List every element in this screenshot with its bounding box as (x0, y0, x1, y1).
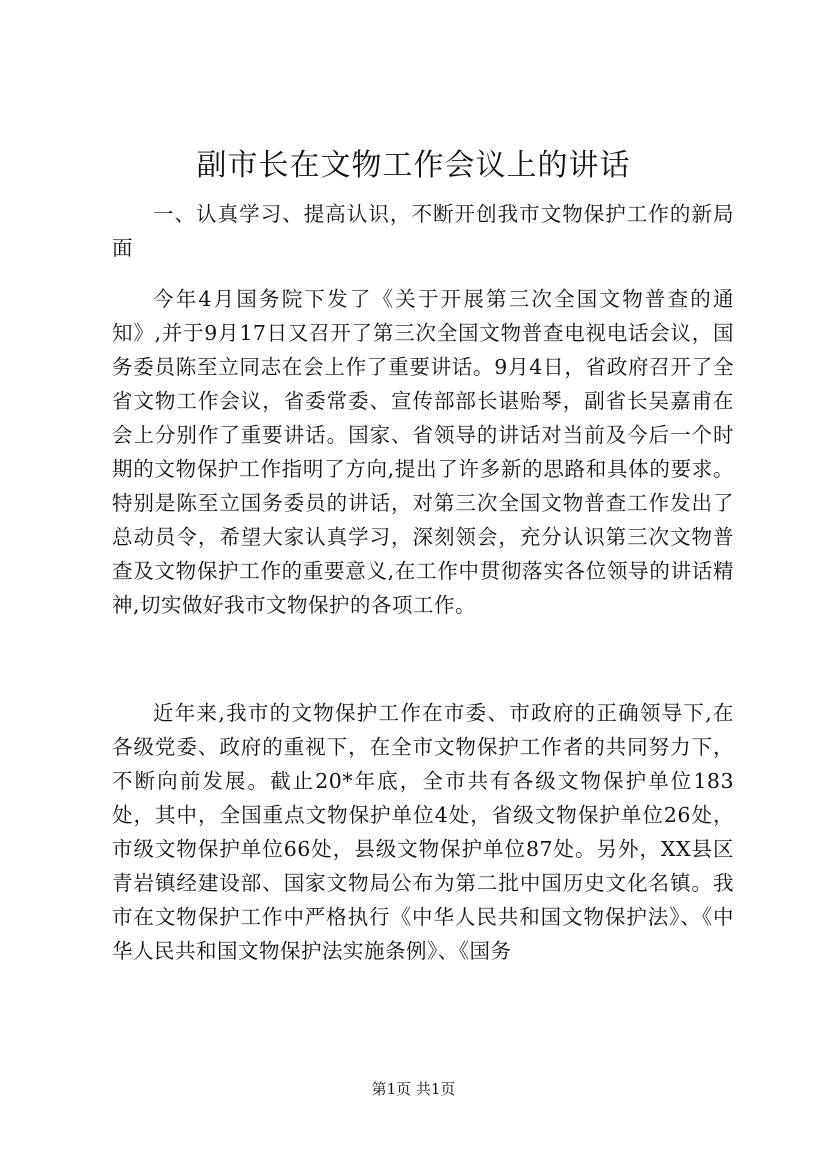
section-heading: 一、认真学习、提高认识，不断开创我市文物保护工作的新局面 (112, 202, 734, 260)
paragraph-1: 今年4月国务院下发了《关于开展第三次全国文物普查的通知》,并于9月17日又召开了第三次全国文物普查电视电话会议，国务委员陈至立同志在会上作了重要讲话。9月4日，省政府召开了全省文物工作会议，省委常委、宣传部部长谌贻琴，副省长吴嘉甫在会上分别作了重要讲话。国家、省领导的讲话对当前及今后一个时期的文物保护工作指明了方向,提出了许多新的思路和具体的要求。特别是陈至立国务委员的讲话，对第三次全国文物普查工作发出了总动员令，希望大家认真学习，深刻领会，充分认识第三次文物普查及文物保护工作的重要意义,在工作中贯彻落实各位领导的讲话精神,切实做好我市文物保护的各项工作。 (112, 287, 734, 617)
paragraph-2: 近年来,我市的文物保护工作在市委、市政府的正确领导下,在各级党委、政府的重视下，在全市文物保护工作者的共同努力下，不断向前发展。截止20*年底，全市共有各级文物保护单位183处，其中，全国重点文物保护单位4处，省级文物保护单位26处，市级文物保护单位66处，县级文物保护单位87处。另外，XX县区青岩镇经建设部、国家文物局公布为第二批中国历史文化名镇。我市在文物保护工作中严格执行《中华人民共和国文物保护法》、《中华人民共和国文物保护法实施条例》、《国务 (112, 701, 734, 963)
document-title: 副市长在文物工作会议上的讲话 (196, 148, 631, 183)
page-footer: 第1页 共1页 (371, 1080, 456, 1098)
